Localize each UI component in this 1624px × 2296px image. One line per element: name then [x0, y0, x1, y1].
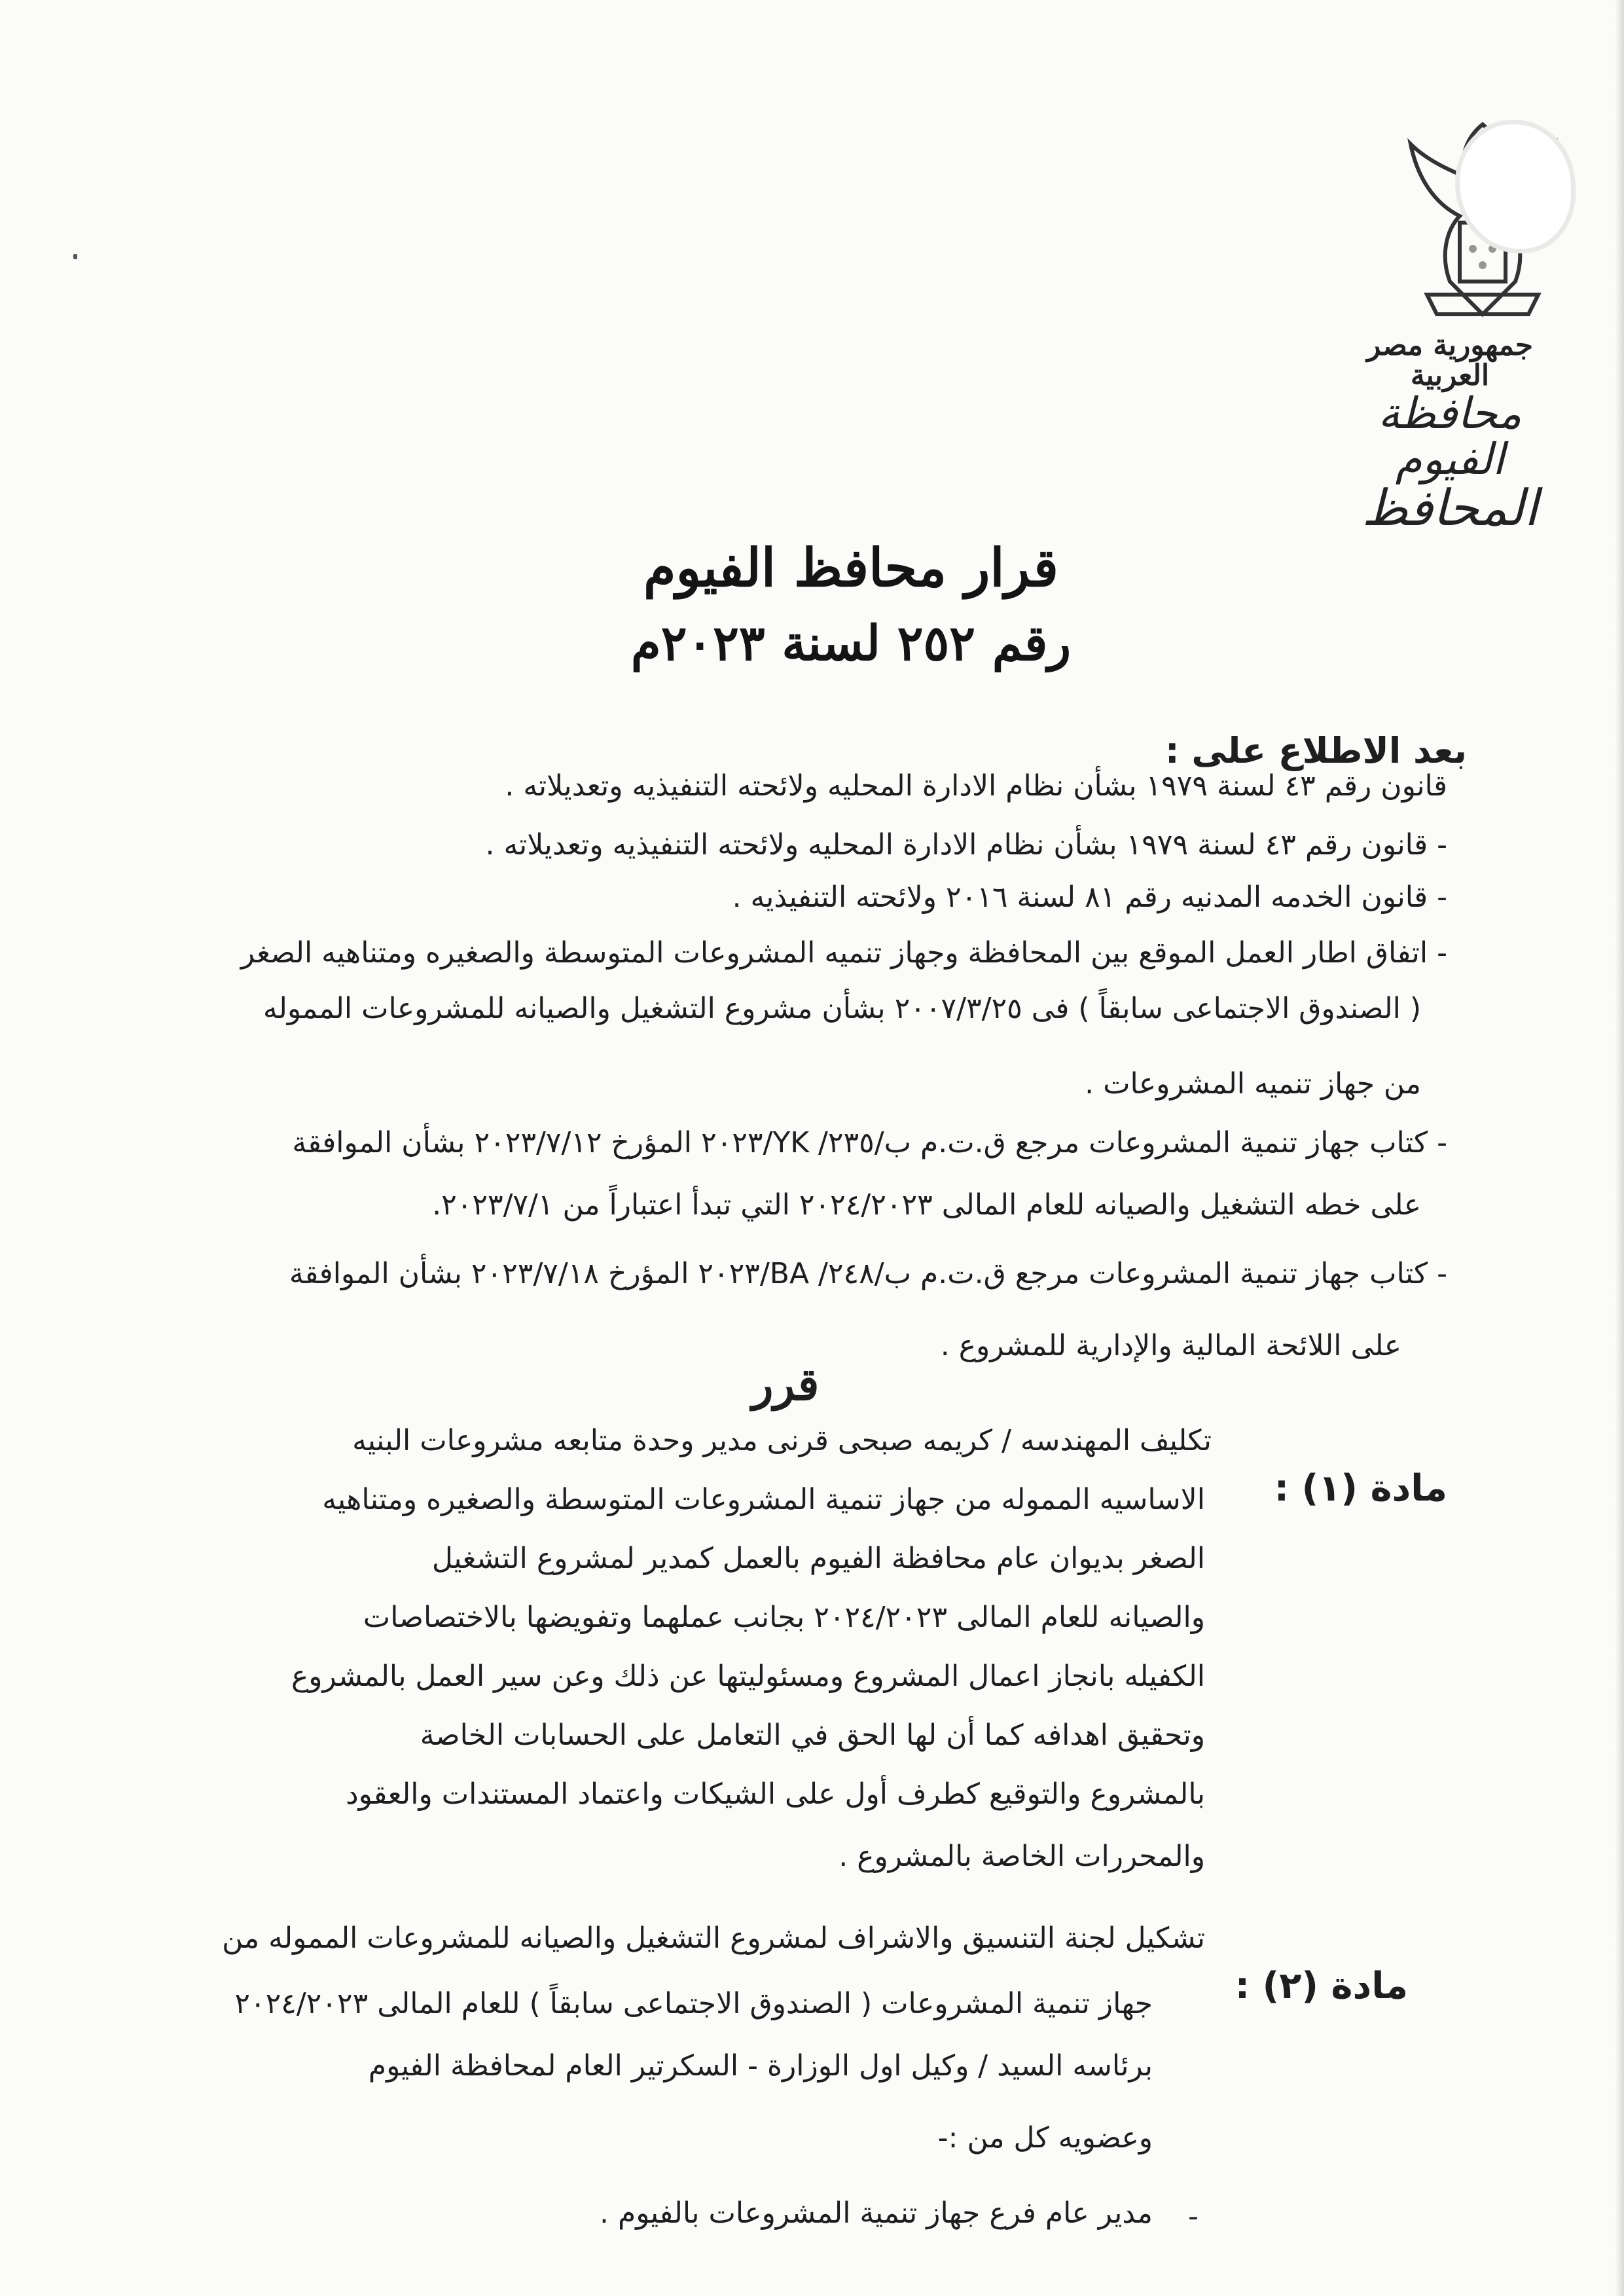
preamble-line-0: قانون رقم ٤٣ لسنة ١٩٧٩ بشأن نظام الادارة المحليه ولائحته التنفيذيه وتعديلاته .	[505, 769, 1447, 803]
article-2-line-2: برئاسه السيد / وكيل اول الوزارة - السكرتير العام لمحافظة الفيوم	[368, 2049, 1153, 2083]
article-1-line-6: بالمشروع والتوقيع كطرف أول على الشيكات واعتماد المستندات والعقود	[346, 1777, 1205, 1811]
article-1-line-2: الصغر بديوان عام محافظة الفيوم بالعمل كمدير لمشروع التشغيل	[431, 1542, 1205, 1575]
article-1-line-1: الاساسيه المموله من جهاز تنمية المشروعات المتوسطة والصغيره ومتناهيه	[322, 1483, 1205, 1516]
scan-edge-shadow	[1615, 0, 1624, 2296]
article-1-line-3: والصيانه للعام المالى ٢٠٢٤/٢٠٢٣ بجانب عملهما وتفويضها بالاختصاصات	[363, 1601, 1205, 1634]
article-2-label: مادة (٢) :	[1235, 1965, 1408, 2007]
preamble-line-6: - كتاب جهاز تنمية المشروعات مرجع ق.ت.م ب/٢٣٥/ YK/٢٠٢٣ المؤرخ ٢٠٢٣/٧/١٢ بشأن الموافقة	[292, 1126, 1447, 1159]
article-1-label: مادة (١) :	[1274, 1467, 1447, 1510]
article-1-line-0: تكليف المهندسه / كريمه صبحى قرنى مدير وحدة متابعه مشروعات البنيه	[352, 1424, 1212, 1457]
preamble-heading: بعد الاطلاع على :	[1165, 730, 1467, 771]
decree-title: قرار محافظ الفيوم	[643, 537, 1059, 598]
article-1-line-7: والمحررات الخاصة بالمشروع .	[839, 1840, 1205, 1873]
preamble-line-2: - قانون الخدمه المدنيه رقم ٨١ لسنة ٢٠١٦ ولائحته التنفيذيه .	[732, 881, 1447, 914]
seal-line-governorate: محافظة الفيوم	[1378, 388, 1522, 484]
scan-speck	[73, 254, 77, 259]
preamble-line-7: على خطه التشغيل والصيانه للعام المالى ٢٠٢٤/٢٠٢٣ التي تبدأ اعتباراً من ٢٠٢٣/٧/١.	[432, 1188, 1421, 1222]
governorate-seal	[1329, 329, 1571, 537]
decree-heading: قرر	[751, 1358, 820, 1411]
decree-number: رقم ٢٥٢ لسنة ٢٠٢٣م	[630, 615, 1072, 672]
list-dash: -	[1188, 2200, 1199, 2233]
preamble-line-5: من جهاز تنميه المشروعات .	[1085, 1067, 1421, 1101]
article-2-line-4: مدير عام فرع جهاز تنمية المشروعات بالفيوم .	[599, 2196, 1153, 2230]
article-2-line-3: وعضويه كل من :-	[937, 2121, 1153, 2155]
preamble-line-3: - اتفاق اطار العمل الموقع بين المحافظة وجهاز تنميه المشروعات المتوسطة والصغيره ومتناهيه الصغر	[240, 936, 1447, 970]
seal-line-republic: جمهورية مصر العربية	[1366, 329, 1534, 393]
article-2-line-0: تشكيل لجنة التنسيق والاشراف لمشروع التشغيل والصيانه للمشروعات المموله من	[222, 1922, 1205, 1955]
preamble-line-1: - قانون رقم ٤٣ لسنة ١٩٧٩ بشأن نظام الادارة المحليه ولائحته التنفيذيه وتعديلاته .	[485, 828, 1447, 862]
article-2-line-1: جهاز تنمية المشروعات ( الصندوق الاجتماعى سابقاً ) للعام المالى ٢٠٢٤/٢٠٢٣	[234, 1987, 1153, 2020]
preamble-line-9: على اللائحة المالية والإدارية للمشروع .	[940, 1329, 1401, 1362]
preamble-line-4: ( الصندوق الاجتماعى سابقاً ) فى ٢٠٠٧/٣/٢٥ بشأن مشروع التشغيل والصيانه للمشروعات المموله	[262, 992, 1421, 1025]
article-1-line-5: وتحقيق اهدافه كما أن لها الحق في التعامل على الحسابات الخاصة	[420, 1719, 1205, 1752]
preamble-line-8: - كتاب جهاز تنمية المشروعات مرجع ق.ت.م ب/٢٤٨/ BA/٢٠٢٣ المؤرخ ٢٠٢٣/٧/١٨ بشأن الموافقة	[289, 1257, 1447, 1290]
seal-line-governor: المحافظ	[1362, 478, 1538, 537]
article-1-line-4: الكفيله بانجاز اعمال المشروع ومسئوليتها عن ذلك وعن سير العمل بالمشروع	[291, 1660, 1205, 1693]
